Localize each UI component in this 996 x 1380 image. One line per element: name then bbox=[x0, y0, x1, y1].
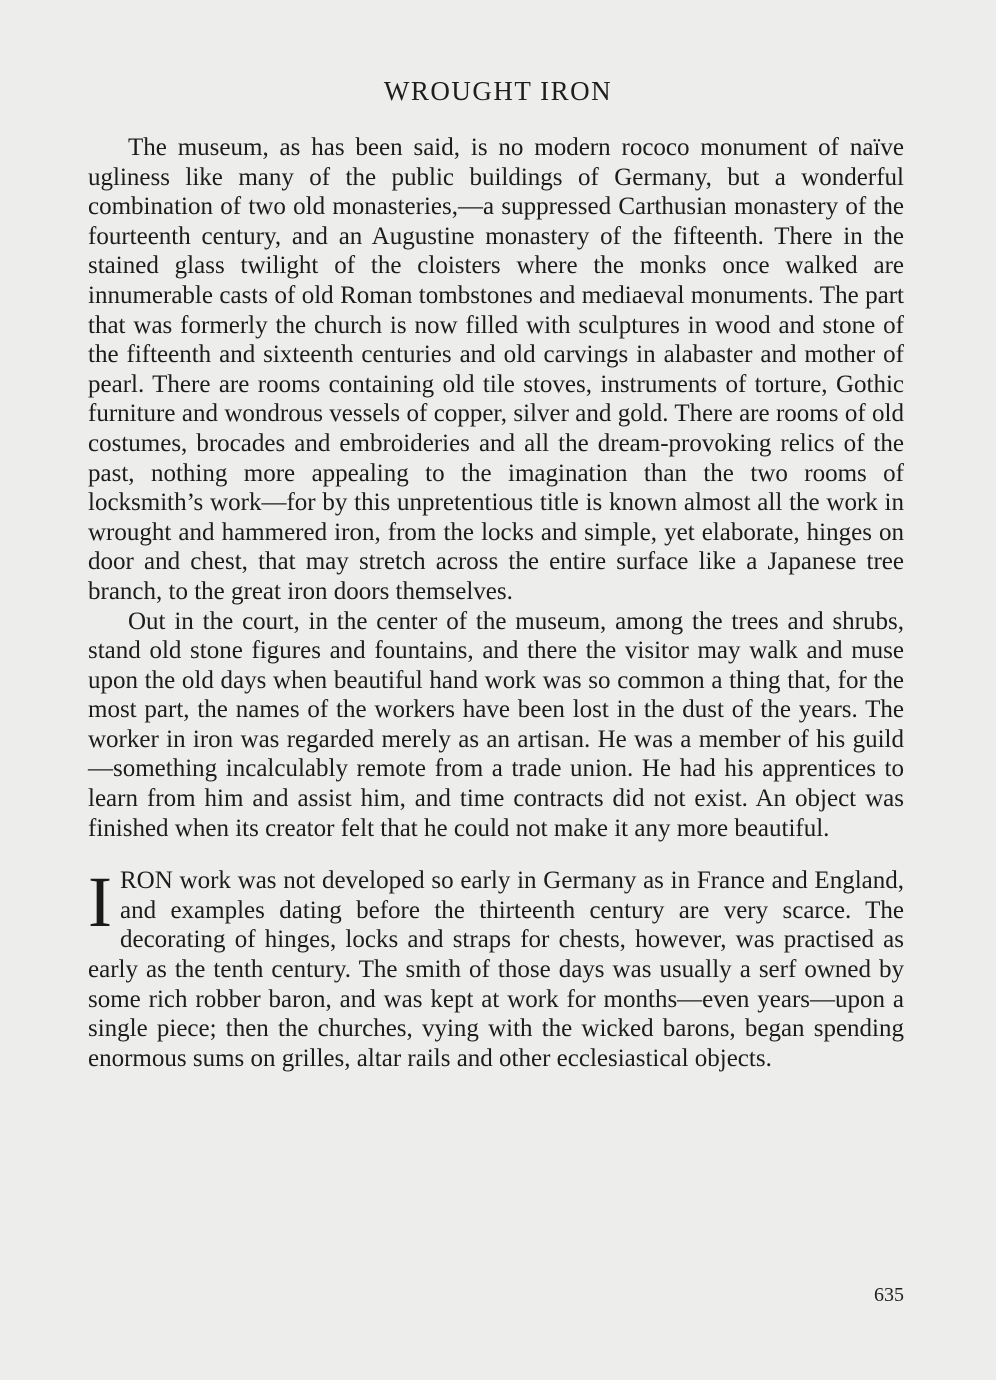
page-title: WROUGHT IRON bbox=[383, 76, 613, 106]
paragraph-iron-work bbox=[88, 862, 904, 1073]
drop-cap-letter: I bbox=[88, 862, 112, 943]
page-number: 635 bbox=[874, 1284, 904, 1306]
paragraph-court: Out in the court, in the center of the museum, among the trees and shrubs, stand old stone figures and fountains, and there the visitor may walk and muse upon the old days when beautiful hand work was so common a thing that, for the most part, the names of the workers have been lost in the dust of the years. The worker in iron was regarded merely as an artisan. He was a member of his guild—something incalculably remote from a trade union. He had his apprentices to learn from him and assist him, and time contracts did not exist. An object was finished when its creator felt that he could not make it any more beautiful. bbox=[88, 607, 904, 842]
paragraph-iron-work-text: RON work was not developed so early in Germany as in France and England, and examples dating before the thirteenth century are very scarce. The decorating of hinges, locks and straps for chests, however, was practised as early as the tenth century. The smith of those days was usually a serf owned by some rich robber baron, and was kept at work for months—even years—upon a single piece; then the churches, vying with the wicked barons, began spending enormous sums on grilles, altar rails and other ecclesiastical objects. bbox=[88, 867, 904, 1072]
paragraph-museum: The museum, as has been said, is no modern rococo monument of naïve ugliness like many of the public buildings of Germany, but a wonderful combination of two old monasteries,—a suppressed Carthusian monastery of the fourteenth century, and an Augustine monastery of the fifteenth. There in the stained glass twilight of the cloisters where the monks once walked are innumerable casts of old Roman tombstones and mediaeval monuments. The part that was formerly the church is now filled with sculptures in wood and stone of the fifteenth and sixteenth centuries and old carvings in alabaster and mother of pearl. There are rooms containing old tile stoves, instruments of torture, Gothic furniture and wondrous vessels of copper, silver and gold. There are rooms of old costumes, brocades and embroideries and all the dream-provoking relics of the past, nothing more appealing to the imagination than the two rooms of locksmith’s work—for by this unpretentious title is known almost all the work in wrought and hammered iron, from the locks and simple, yet elaborate, hinges on door and chest, that may stretch across the entire surface like a Japanese tree branch, to the great iron doors themselves. bbox=[88, 134, 904, 605]
body-text bbox=[88, 133, 904, 1073]
